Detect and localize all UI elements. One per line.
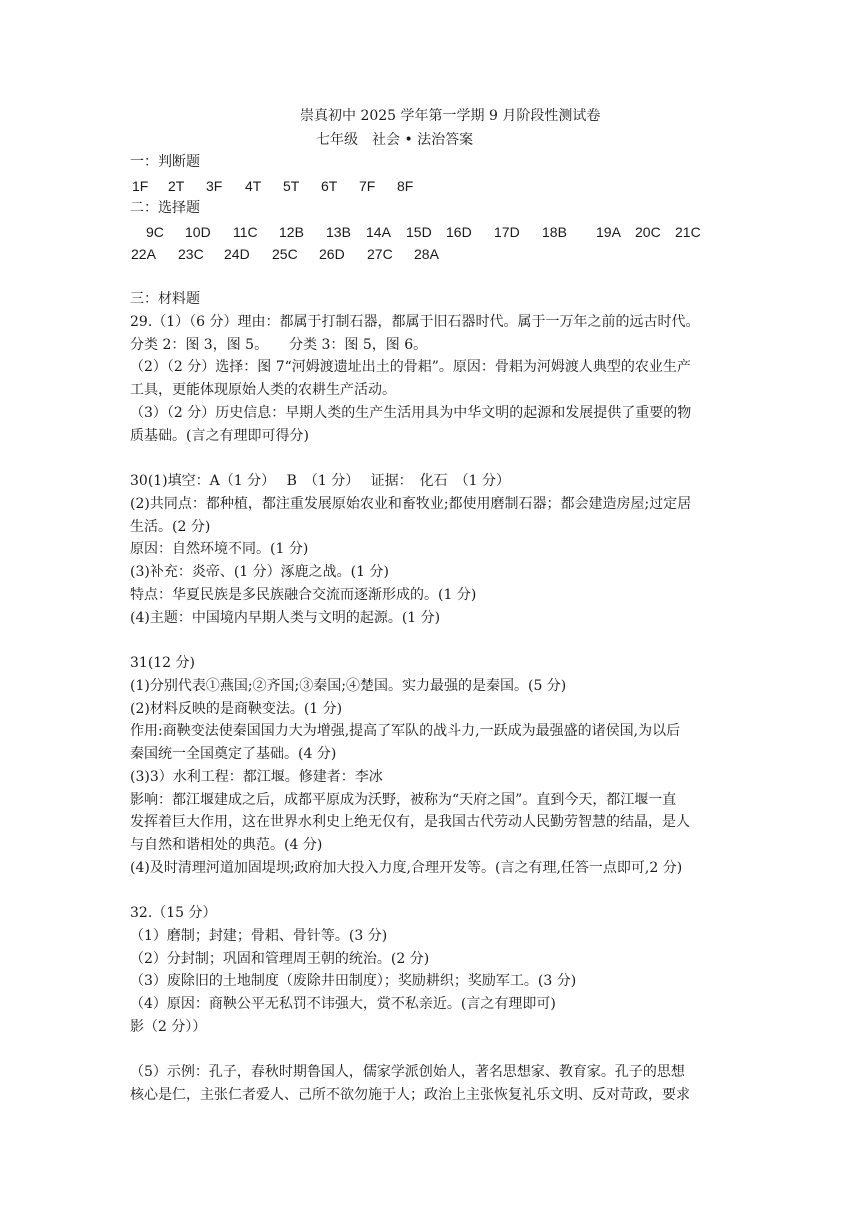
q32-line: （2）分封制；巩固和管理周王朝的统治。(2 分) (130, 951, 430, 967)
section-material-heading: 三：材料题 (130, 291, 200, 307)
q31-line: (2)材料反映的是商鞅变法。(1 分) (130, 701, 343, 717)
answer-item: 23C (178, 246, 204, 262)
q30-line: 30(1)填空：A（1 分） B （1 分） 证据： 化石 （1 分） (130, 473, 511, 489)
q31-line: (3)3）水利工程：都江堰。修建者：李冰 (130, 769, 383, 785)
answer-item: 6T (321, 178, 338, 194)
q30-line: (4)主题：中国境内早期人类与文明的起源。(1 分) (130, 610, 441, 626)
q31-line: (1)分别代表①燕国;②齐国;③秦国;④楚国。实力最强的是秦国。(5 分) (130, 678, 567, 694)
q31-line: 秦国统一全国奠定了基础。(4 分) (130, 746, 337, 762)
q31-line: 影响：都江堰建成之后，成都平原成为沃野，被称为“天府之国”。直到今天，都江堰一直 (130, 792, 677, 808)
section-choice-heading: 二：选择题 (130, 200, 200, 216)
q29-line: 分类 2：图 3，图 5。 分类 3：图 5，图 6。 (130, 337, 428, 353)
answer-item: 25C (272, 246, 298, 262)
answer-item: 5T (283, 178, 300, 194)
page-title: 崇真初中 2025 学年第一学期 9 月阶段性测试卷 (300, 108, 601, 124)
answer-item: 2T (168, 178, 185, 194)
answer-item: 24D (224, 246, 250, 262)
q30-line: 生活。(2 分) (130, 519, 211, 535)
q29-line: 29.（1）（6 分）理由：都属于打制石器，都属于旧石器时代。属于一万年之前的远古时代。 (130, 314, 700, 330)
answer-item: 7F (359, 178, 376, 194)
answer-item: 4T (245, 178, 262, 194)
q30-line: 特点：华夏民族是多民族融合交流而逐渐形成的。(1 分) (130, 587, 477, 603)
answer-item: 11C (233, 224, 258, 240)
answer-item: 19A (596, 224, 621, 240)
answer-item: 14A (366, 224, 391, 240)
answer-item: 18B (542, 224, 567, 240)
q31-line: 作用:商鞅变法使秦国国力大为增强,提高了军队的战斗力,一跃成为最强盛的诸侯国,为以后 (130, 723, 681, 739)
q31-line: 31(12 分) (130, 655, 196, 671)
answer-item: 17D (494, 224, 520, 240)
q30-line: (3)补充：炎帝、(1 分）涿鹿之战。(1 分) (130, 564, 389, 580)
answer-item: 9C (146, 224, 164, 240)
answer-item: 3F (206, 178, 223, 194)
answer-item: 13B (326, 224, 351, 240)
q31-line: 与自然和谐相处的典范。(4 分) (130, 837, 323, 853)
answer-item: 8F (397, 178, 414, 194)
q32-5-line: 核心是仁，主张仁者爱人、己所不欲勿施于人；政治上主张恢复礼乐文明、反对苛政，要求 (130, 1087, 690, 1103)
q32-line: （1）磨制；封建；骨耜、骨针等。(3 分) (130, 928, 388, 944)
answer-item: 15D (406, 224, 432, 240)
answer-item: 1F (132, 178, 149, 194)
answer-item: 28A (414, 246, 439, 262)
q32-line: （3）废除旧的土地制度（废除井田制度）；奖励耕织；奖励军工。(3 分) (130, 973, 577, 989)
q30-line: 原因：自然环境不同。(1 分) (130, 541, 309, 557)
answer-item: 27C (367, 246, 393, 262)
q32-line: 影（2 分）） (130, 1019, 207, 1035)
answer-item: 21C (675, 224, 701, 240)
answer-item: 20C (635, 224, 661, 240)
section-judgment-heading: 一：判断题 (130, 154, 200, 170)
answer-item: 16D (446, 224, 472, 240)
answer-item: 22A (131, 246, 156, 262)
page-subtitle: 七年级 社会 • 法治答案 (316, 132, 474, 148)
q30-line: (2)共同点：都种植，都注重发展原始农业和畜牧业;都使用磨制石器；都会建造房屋;过定居 (130, 496, 692, 512)
q29-line: 质基础。(言之有理即可得分) (130, 428, 309, 444)
q29-line: （2）（2 分）选择：图 7“河姆渡遗址出土的骨耜”。原因：骨耜为河姆渡人典型的农业生产 (130, 359, 691, 375)
q32-line: 32.（15 分） (130, 905, 217, 921)
answer-item: 12B (279, 224, 304, 240)
answer-item: 10D (185, 224, 211, 240)
answer-item: 26D (319, 246, 345, 262)
q29-line: 工具，更能体现原始人类的农耕生产活动。 (130, 382, 396, 398)
q32-5-line: （5）示例：孔子，春秋时期鲁国人，儒家学派创始人，著名思想家、教育家。孔子的思想 (130, 1064, 685, 1080)
q29-line: （3）（2 分）历史信息：早期人类的生产生活用具为中华文明的起源和发展提供了重要的物 (130, 405, 692, 421)
q32-line: （4）原因：商鞅公平无私罚不讳强大，赏不私亲近。(言之有理即可) (130, 996, 556, 1012)
q31-line: (4)及时清理河道加固堤坝;政府加大投入力度,合理开发等。(言之有理,任答一点即可,2 分) (130, 860, 683, 876)
q31-line: 发挥着巨大作用，这在世界水利史上绝无仅有，是我国古代劳动人民勤劳智慧的结晶，是人 (130, 814, 690, 830)
